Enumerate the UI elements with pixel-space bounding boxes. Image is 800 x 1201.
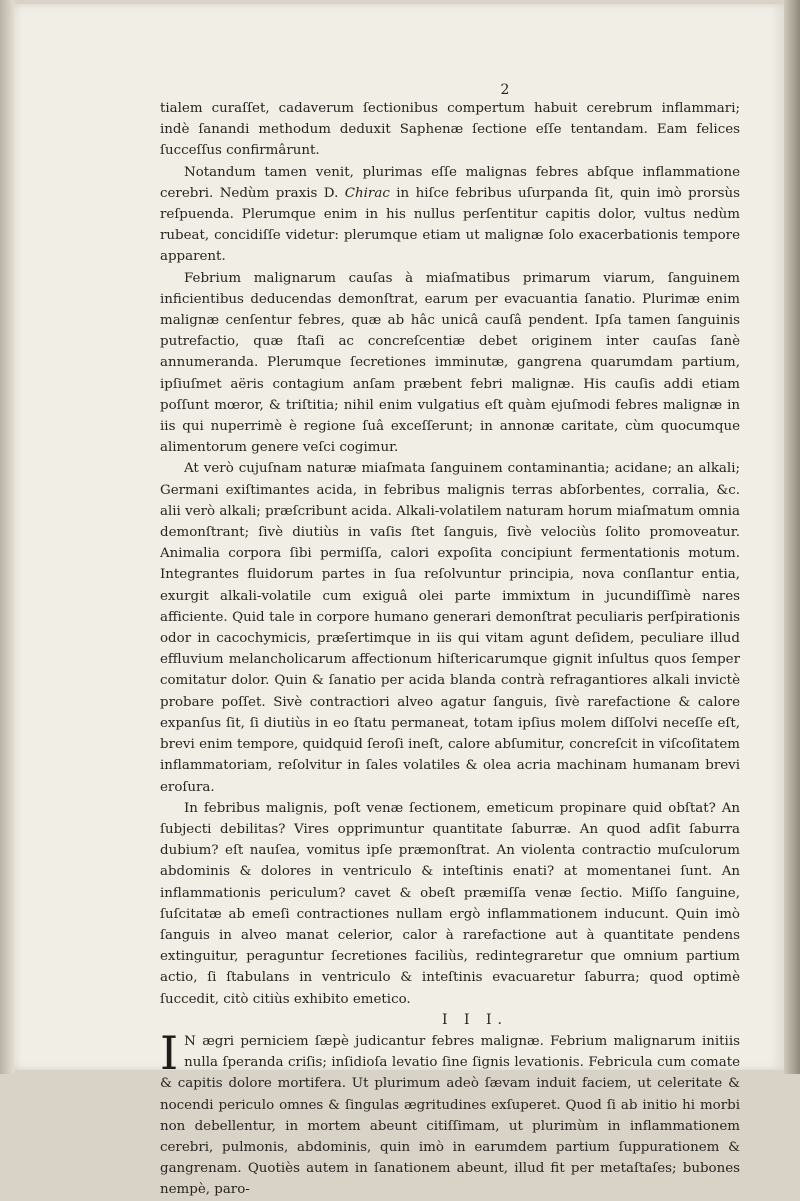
paragraph-chirac <box>160 162 740 268</box>
drop-cap: I <box>160 1025 179 1080</box>
paragraph-text: N ægri perniciem ſæpè judicantur febres malignæ. Febrium malignarum initiis nulla ſperanda criſis; inſidioſa levatio ſine ſignis levationis. Febricula cum comate & capitis dolore mortifera. Ut plurimum adeò ſævam induit faciem, ut celeritate & nocendi periculo omnes & ſingulas ægritudines exſuperet. Quod ſi ab initio hi morbi non debellentur, in mortem abeunt citiſſimam, ut plurimùm in inflammationem cerebri, pulmonis, abdominis, quin imò in earumdem partium ſuppurationem & gangrenam. Quotiès autem in ſanationem abeunt, illud fit per metaſtaſes; bubones nempè, paro- <box>160 1033 740 1198</box>
page-number: 2 <box>500 82 510 98</box>
author-name: Chirac <box>344 185 390 201</box>
page-edge <box>784 0 800 1074</box>
paragraph-text: Notandum tamen venit, plurimas eſſe malignas febres abſque inflammatione cerebri. Nedùm praxis D. <box>160 164 740 201</box>
paragraph-emetic: In febribus malignis, poſt venæ ſectionem, emeticum propinare quid obſtat? An ſubjecti debilitas? Vires opprimuntur quantitate ſaburræ. An quod adſit ſaburra dubium? eſt nauſea, vomitus ipſe præmonſtrat. An violenta contractio muſculorum abdominis & dolores in ventriculo & inteſtinis enati? at momentanei ſunt. An inflammationis periculum? cavet & obeſt præmiſſa venæ ſectio. Miſſo ſanguine, ſuſcitatæ ab emeſi contractiones nullam ergò inflammationem inducunt. Quin imò ſanguis in alveo manat celerior, calor à rarefactione aut à quantitate pendens extinguitur, peraguntur ſecretiones faciliùs, redintegraretur que omnium partium actio, ſi ſtabulans in ventriculo & inteſtinis evacuaretur ſaburra; quod optimè ſuccedit, citò citiùs exhibito emetico. <box>160 800 740 1007</box>
section-number: I I I. <box>442 1011 508 1028</box>
paragraph-causes: Febrium malignarum cauſas à miaſmatibus primarum viarum, ſanguinem inficientibus deducendas demonſtrat, earum per evacuantia ſanatio. Plurimæ enim malignæ cenſentur febres, quæ ab hâc unicâ cauſâ pendent. Ipſa tamen ſanguinis putrefactio, quæ ſtaſi ac concreſcentiæ debet originem inter cauſas ſanè annumeranda. Plerumque ſecretiones imminutæ, gangrena quarumdam partium, ipſiuſmet aëris contagium anſam præbent febri malignæ. His cauſis addi etiam poſſunt mœror, & triſtitia; nihil enim vulgatius eſt quàm ejuſmodi febres malignæ in iis qui nuperrimè è regione ſuâ exceſſerunt; in annonæ caritate, cùm quocumque alimentorum genere veſci cogimur. <box>160 270 740 456</box>
paragraph-text: in hiſce febribus uſurpanda ſit, quin imò prorsùs reſpuenda. Plerumque enim in his nullus perſentitur capitis dolor, vultus nedùm rubeat, concidiſſe videtur: plerumque etiam ut malignæ ſolo exacerbationis tempore apparent. <box>160 185 740 265</box>
page-text-block <box>160 84 740 1201</box>
paragraph-miasmata: At verò cujuſnam naturæ miaſmata ſanguinem contaminantia; acidane; an alkali; Germani exiſtimantes acida, in febribus malignis terras abſorbentes, corralia, &c. alii verò alkali; præſcribunt acida. Alkali-volatilem naturam horum miaſmatum omnia demonſtrant; ſivè diutiùs in vaſis ſtet ſanguis, ſivè velociùs ſolito promoveatur. Animalia corpora ſibi permiſſa, calori expoſita concipiunt fermentationis motum. Integrantes fluidorum partes in ſua reſolvuntur principia, nova conſlantur entia, exurgit alkali-volatile cum exiguâ olei parte immixtum in jucundiſſimè nares afficiente. Quid tale in corpore humano generari demonſtrat peculiaris perſpirationis odor in cacochymicis, præſertimque in iis qui vitam agunt deſidem, peculiare illud effluvium melancholicarum affectionum hiſtericarumque gignit inſultus quos ſemper comitatur dolor. Quin & ſanatio per acida blanda contrà refragantiores alkali invictè probare poſſet. Sivè contractiori alveo agatur ſanguis, ſivè rarefactione & calore expanſus ſit, ſi diutiùs in eo ſtatu permaneat, totam ipſius molem diſſolvi neceſſe eſt, brevi enim tempore, quidquid ſeroſi ineſt, calore abſumitur, concreſcit in viſcoſitatem inflammatoriam, reſolvitur in ſales volatiles & olea acria machinam humanam brevi eroſura. <box>160 461 740 795</box>
paragraph-section-three <box>160 1025 740 1201</box>
paragraph-continuation: tialem curaſſet, cadaverum ſectionibus compertum habuit cerebrum inflammari; indè ſanandi methodum deduxit Saphenæ ſectione eſſe tentandam. Eam felices ſucceſſus confirmârunt. <box>160 101 740 159</box>
book-spine-shadow <box>0 0 14 1074</box>
